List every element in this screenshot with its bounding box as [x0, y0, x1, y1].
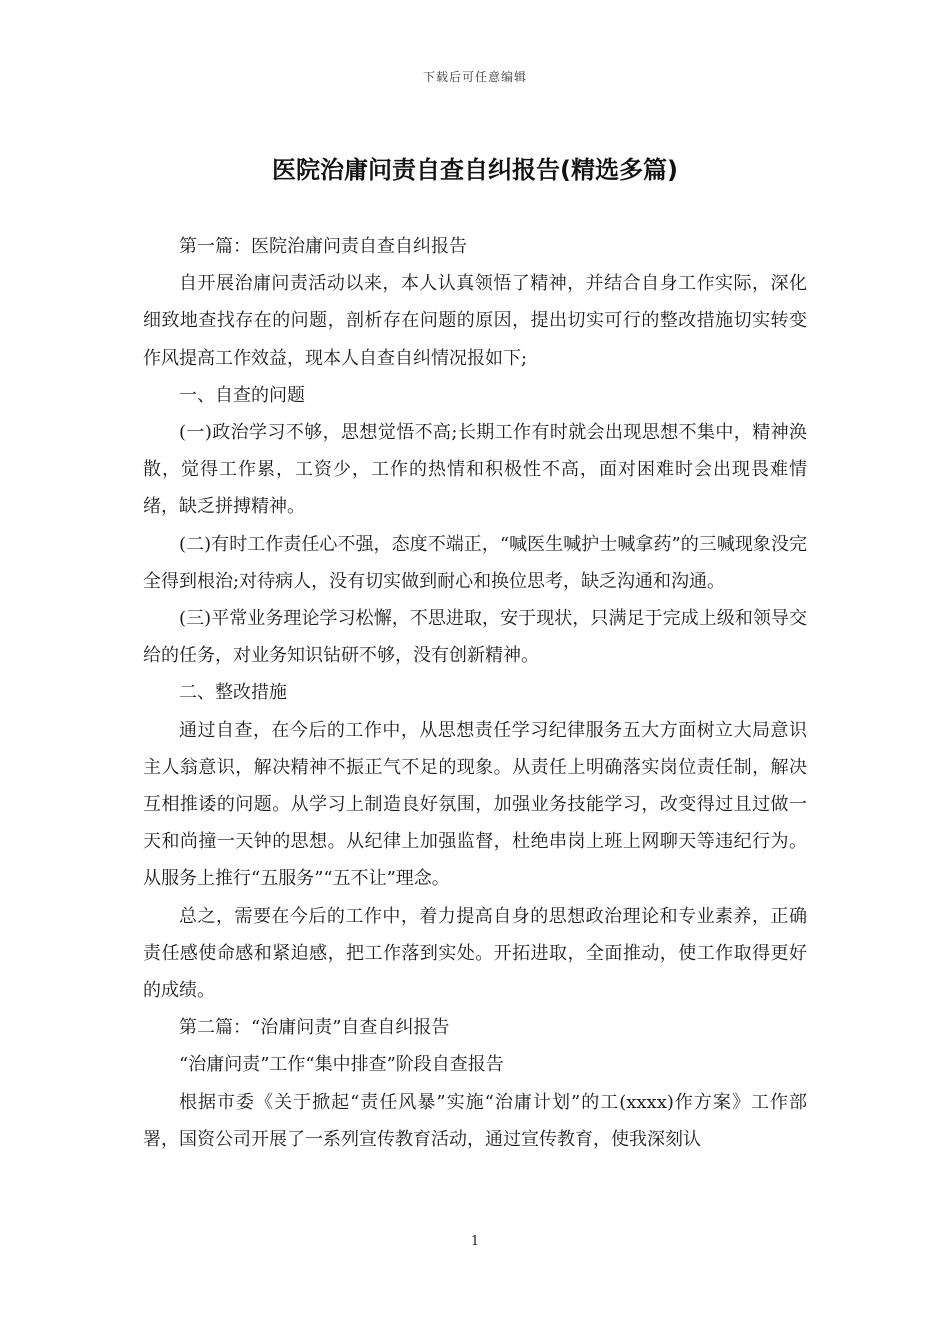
paragraph-problem-3: (三)平常业务理论学习松懈，不思进取，安于现状，只满足于完成上级和领导交给的任务，对业务知识钻研不够，没有创新精神。	[143, 608, 807, 667]
document-title: 医院治庸问责自查自纠报告(精选多篇)	[272, 156, 678, 184]
document-body	[143, 228, 807, 1158]
header-note: 下载后可任意编辑	[422, 70, 527, 84]
paragraph-part2-subtitle: “治庸问责”工作“集中排查”阶段自查报告	[179, 1054, 504, 1076]
paragraph-section1-heading: 一、自查的问题	[179, 384, 305, 406]
paragraph-section2-heading: 二、整改措施	[179, 682, 287, 704]
paragraph-conclusion: 总之，需要在今后的工作中，着力提高自身的思想政治理论和专业素养，正确责任感使命感和紧迫感，把工作落到实处。开拓进取，全面推动，使工作取得更好的成绩。	[143, 905, 807, 1002]
page-number: 1	[470, 1234, 480, 1249]
paragraph-measures: 通过自查，在今后的工作中，从思想责任学习纪律服务五大方面树立大局意识主人翁意识，解决精神不振正气不足的现象。从责任上明确落实岗位责任制，解决互相推诿的问题。从学习上制造良好氛围，加强业务技能学习，改变得过且过做一天和尚撞一天钟的思想。从纪律上加强监督，杜绝串岗上班上网聊天等违纪行为。从服务上推行“五服务”“五不让”理念。	[143, 719, 807, 890]
paragraph-part2-body: 根据市委《关于掀起“责任风暴”实施“治庸计划”的工(xxxx)作方案》工作部署，国资公司开展了一系列宣传教育活动，通过宣传教育，使我深刻认	[143, 1091, 807, 1150]
paragraph-problem-2: (二)有时工作责任心不强，态度不端正，“喊医生喊护士喊拿药”的三喊现象没完全得到根治;对待病人，没有切实做到耐心和换位思考，缺乏沟通和沟通。	[143, 533, 807, 592]
paragraph-part2-heading: 第二篇：“治庸问责”自查自纠报告	[179, 1017, 450, 1039]
paragraph-problem-1: (一)政治学习不够，思想觉悟不高;长期工作有时就会出现思想不集中，精神涣散，觉得工作累，工资少，工作的热情和积极性不高，面对困难时会出现畏难情绪，缺乏拼搏精神。	[143, 422, 807, 518]
paragraph-intro: 自开展治庸问责活动以来，本人认真领悟了精神，并结合自身工作实际，深化细致地查找存在的问题，剖析存在问题的原因，提出切实可行的整改措施切实转变作风提高工作效益，现本人自查自纠情况报如下;	[143, 273, 807, 369]
paragraph-part1-heading: 第一篇：医院治庸问责自查自纠报告	[179, 236, 467, 257]
